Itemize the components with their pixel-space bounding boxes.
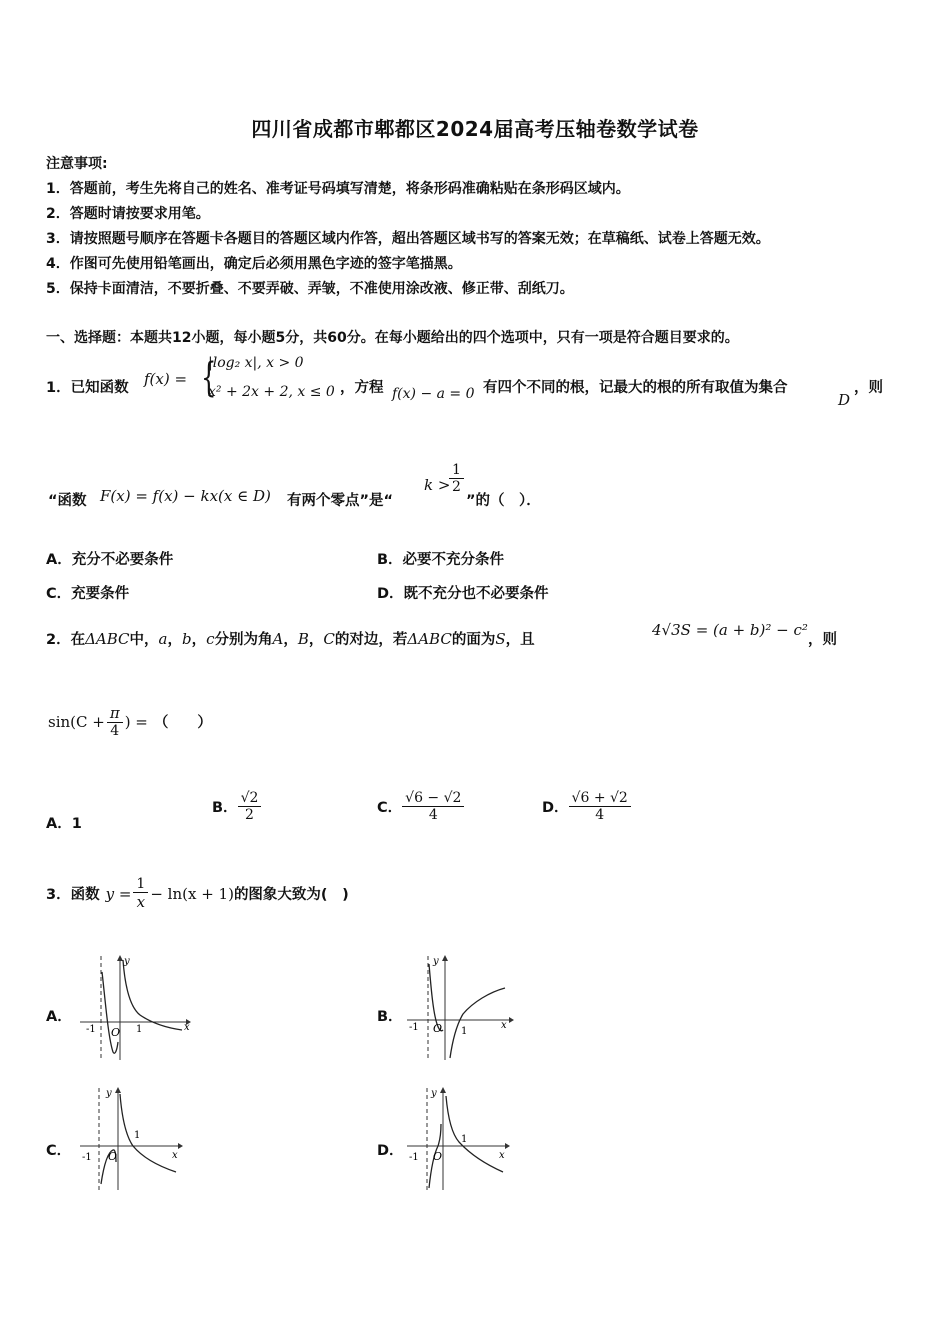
q2-angle-a: A bbox=[272, 630, 284, 648]
fraction-numerator: 1 bbox=[449, 462, 464, 479]
q2-angle-b: B bbox=[297, 630, 309, 648]
q1-prefix: 1．已知函数 bbox=[46, 380, 129, 396]
q2-paren: （ ） bbox=[153, 715, 212, 731]
q2-side-b: b bbox=[182, 630, 192, 648]
q3-line bbox=[46, 876, 349, 911]
note-item: 1．答题前，考生先将自己的姓名、准考证号码填写清楚，将条形码准确粘贴在条形码区域内。 bbox=[46, 181, 630, 197]
q2-sin-close: ) = bbox=[124, 712, 148, 731]
tick-label: 1 bbox=[134, 1130, 141, 1141]
axis-label: x bbox=[172, 1150, 178, 1161]
q1-option-b[interactable]: B．必要不充分条件 bbox=[377, 552, 505, 568]
q2-side-a: a bbox=[158, 630, 168, 648]
option-label: D． bbox=[542, 800, 569, 816]
q1-set-d: D bbox=[838, 391, 851, 409]
q2-text: ，则 bbox=[808, 632, 837, 648]
q1-line2-text: ”的（ ）． bbox=[466, 493, 541, 509]
q2-area-s: S bbox=[495, 630, 506, 648]
tick-label: 1 bbox=[461, 1026, 468, 1037]
q3-graph-d[interactable] bbox=[405, 1084, 520, 1192]
q1-text: ，则 bbox=[854, 380, 883, 396]
section-heading: 一、选择题：本题共12小题，每小题5分，共60分。在每小题给出的四个选项中，只有一项是符合题目要求的。 bbox=[46, 330, 739, 346]
tick-label: -1 bbox=[86, 1024, 96, 1035]
q2-text: ，且 bbox=[505, 632, 535, 648]
fraction-denominator: 4 bbox=[595, 807, 605, 823]
fraction-numerator: √6 − √2 bbox=[402, 790, 464, 807]
q2-angle-c: C bbox=[323, 630, 335, 648]
q1-line2-text: 有两个零点”是“ bbox=[287, 493, 394, 509]
y-arrow-icon bbox=[442, 955, 448, 961]
axis-label: x bbox=[501, 1020, 507, 1031]
axis-label: y bbox=[431, 1088, 437, 1099]
tick-label: 1 bbox=[461, 1134, 468, 1145]
q3-graph-a[interactable] bbox=[78, 952, 193, 1062]
q2-line1 bbox=[46, 628, 535, 649]
q2-comma: ， bbox=[167, 632, 182, 648]
q2-sin-open: sin(C + bbox=[48, 712, 105, 731]
q3-ln-term: − ln(x + 1) bbox=[150, 884, 234, 903]
fraction-denominator: x bbox=[136, 893, 146, 911]
option-fraction bbox=[402, 790, 464, 823]
q1-F-function: F(x) = f(x) − kx(x ∈ D) bbox=[100, 487, 271, 505]
q3-graph-b[interactable] bbox=[405, 952, 520, 1062]
curve-left bbox=[429, 964, 443, 1031]
fraction-numerator: √6 + √2 bbox=[569, 790, 631, 807]
y-arrow-icon bbox=[117, 955, 123, 961]
curve-right bbox=[450, 988, 505, 1058]
origin-label: O bbox=[111, 1026, 121, 1039]
q1-option-d[interactable]: D．既不充分也不必要条件 bbox=[377, 586, 549, 602]
tick-label: -1 bbox=[82, 1152, 92, 1163]
q1-k-fraction bbox=[449, 462, 464, 495]
axis-label: x bbox=[499, 1150, 505, 1161]
q1-text: ，方程 bbox=[340, 380, 384, 396]
q2-side-c: c bbox=[206, 630, 215, 648]
q1-text: 有四个不同的根，记最大的根的所有取值为集合 bbox=[483, 380, 788, 396]
fraction-numerator: π bbox=[107, 704, 123, 723]
q2-triangle: ΔABC bbox=[407, 630, 452, 648]
q2-option-b[interactable] bbox=[212, 790, 261, 823]
q2-triangle: ΔABC bbox=[85, 630, 130, 648]
curve-right bbox=[446, 1096, 503, 1172]
q3-graph-c[interactable] bbox=[78, 1084, 193, 1192]
q2-text: 分别为角 bbox=[214, 632, 273, 648]
q3-prefix: 3．函数 bbox=[46, 887, 100, 903]
axis-label: y bbox=[106, 1088, 112, 1099]
x-arrow-icon bbox=[509, 1017, 514, 1023]
q2-option-d[interactable] bbox=[542, 790, 631, 823]
q3-y: y = bbox=[105, 884, 132, 903]
axis-label: x bbox=[184, 1022, 190, 1033]
option-label: B． bbox=[212, 800, 238, 816]
page-title: 四川省成都市郫都区2024届高考压轴卷数学试卷 bbox=[251, 117, 699, 141]
q2-equation: 4√3S = (a + b)² − c² bbox=[652, 621, 808, 639]
notes-heading: 注意事项: bbox=[46, 156, 108, 172]
option-label: C． bbox=[377, 800, 403, 816]
q1-option-c[interactable]: C．充要条件 bbox=[46, 586, 130, 602]
curve-right bbox=[123, 960, 182, 1030]
fraction-denominator: 4 bbox=[428, 807, 438, 823]
q2-sin-expression bbox=[48, 704, 212, 739]
curve-left bbox=[102, 972, 121, 1053]
note-item: 2．答题时请按要求用笔。 bbox=[46, 206, 210, 222]
q3-option-c-label[interactable]: C． bbox=[46, 1143, 72, 1159]
tick-label: 1 bbox=[136, 1024, 143, 1035]
q1-option-a[interactable]: A．充分不必要条件 bbox=[46, 552, 174, 568]
y-arrow-icon bbox=[115, 1087, 121, 1093]
option-label: A． bbox=[46, 816, 72, 832]
note-item: 4．作图可先使用铅笔画出，确定后必须用黑色字迹的签字笔描黑。 bbox=[46, 256, 462, 272]
q2-prefix: 2．在 bbox=[46, 632, 86, 648]
fraction-denominator: 4 bbox=[110, 723, 120, 739]
q3-option-d-label[interactable]: D． bbox=[377, 1143, 404, 1159]
q3-tail: 的图象大致为( ) bbox=[233, 887, 349, 903]
axis-label: y bbox=[433, 956, 439, 967]
y-arrow-icon bbox=[440, 1087, 446, 1093]
option-value: 1 bbox=[71, 816, 82, 832]
q1-line2-text: “函数 bbox=[48, 493, 87, 509]
option-fraction bbox=[569, 790, 631, 823]
curve-right bbox=[120, 1094, 176, 1172]
q2-option-c[interactable] bbox=[377, 790, 464, 823]
fraction-denominator: 2 bbox=[245, 807, 254, 823]
q1-case-1: |log₂ x|, x > 0 bbox=[208, 355, 304, 371]
note-item: 3．请按照题号顺序在答题卡各题目的答题区域内作答，超出答题区域书写的答案无效；在草稿纸、试卷上答题无效。 bbox=[46, 231, 770, 247]
origin-label: O bbox=[433, 1022, 443, 1035]
x-arrow-icon bbox=[505, 1143, 510, 1149]
q1-function-name: f(x) = bbox=[144, 370, 188, 388]
q2-text: 的面为 bbox=[451, 632, 496, 648]
option-fraction bbox=[238, 790, 262, 823]
fraction-numerator: √2 bbox=[238, 790, 262, 807]
x-arrow-icon bbox=[178, 1143, 183, 1149]
origin-label: O bbox=[108, 1150, 118, 1163]
q2-comma: ， bbox=[308, 632, 324, 648]
q2-text: 的对边，若 bbox=[334, 632, 408, 648]
q3-fraction bbox=[133, 876, 148, 911]
tick-label: -1 bbox=[409, 1022, 419, 1033]
origin-label: O bbox=[433, 1150, 443, 1163]
q2-option-a[interactable] bbox=[46, 812, 82, 833]
fraction-denominator: 2 bbox=[452, 479, 461, 495]
axis-label: y bbox=[124, 956, 130, 967]
q1-case-2: x² + 2x + 2, x ≤ 0 bbox=[208, 384, 335, 400]
tick-label: -1 bbox=[409, 1152, 419, 1163]
q2-comma: ， bbox=[191, 632, 207, 648]
q2-comma: ， bbox=[283, 632, 298, 648]
fraction-numerator: 1 bbox=[133, 876, 148, 893]
q2-pi-fraction bbox=[107, 704, 123, 739]
q3-option-a-label[interactable]: A． bbox=[46, 1009, 72, 1025]
q1-equation: f(x) − a = 0 bbox=[392, 386, 475, 402]
q1-brace: { bbox=[201, 355, 217, 401]
note-item: 5．保持卡面清洁，不要折叠、不要弄破、弄皱，不准使用涂改液、修正带、刮纸刀。 bbox=[46, 281, 574, 297]
q2-text: 中， bbox=[129, 632, 159, 648]
q1-k-condition: k > bbox=[424, 476, 451, 494]
q3-option-b-label[interactable]: B． bbox=[377, 1009, 403, 1025]
